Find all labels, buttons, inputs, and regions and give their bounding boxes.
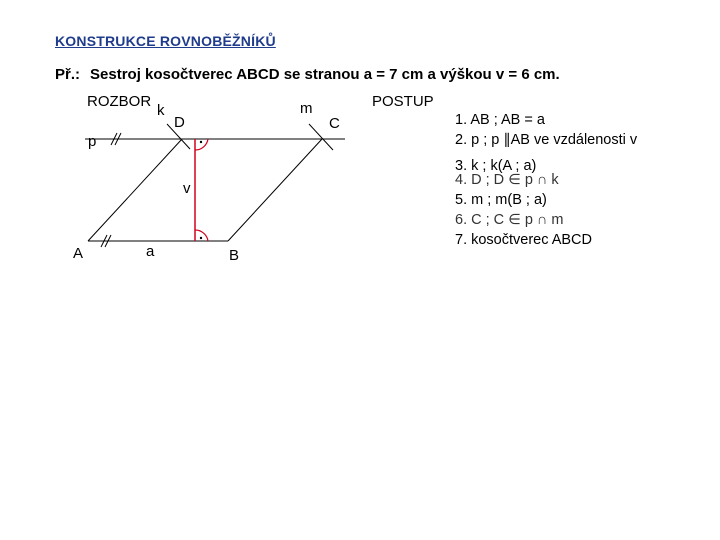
side-ad [88,139,182,241]
page-heading: KONSTRUKCE ROVNOBĚŽNÍKŮ [55,33,276,49]
analysis-label: ROZBOR [87,93,152,110]
label-k-arc: k [157,102,165,119]
label-b-point: B [229,247,240,264]
step-6: 6. C ; C ∈ p ∩ m [455,212,564,228]
label-v-height: v [183,180,191,197]
label-p-line: p [88,133,97,150]
label-a-point: A [73,245,84,262]
step-7: 7. kosočtverec ABCD [455,232,592,248]
right-angle-bottom-dot [200,237,202,239]
right-angle-top-dot [200,141,202,143]
step-1: 1. AB ; AB = a [455,112,545,128]
right-angle-top-icon [195,139,208,150]
step-3: 3. k ; k(A ; a) [455,158,537,174]
procedure-steps [455,110,637,250]
label-a-side: a [146,243,155,260]
label-m-arc: m [300,100,313,117]
task-text: Sestroj kosočtverec ABCD se stranou a = 7 cm a výškou v = 6 cm. [90,66,560,83]
side-bc [228,139,322,241]
task-label: Př.: [55,66,81,83]
label-d-point: D [174,114,185,131]
right-angle-bottom-icon [195,230,208,241]
step-4: 4. D ; D ∈ p ∩ k [455,172,559,188]
label-c-point: C [329,115,340,132]
step-5: 5. m ; m(B ; a) [455,192,547,208]
step-2: 2. p ; p ∥AB ve vzdálenosti v [455,132,638,148]
procedure-label: POSTUP [372,93,434,110]
